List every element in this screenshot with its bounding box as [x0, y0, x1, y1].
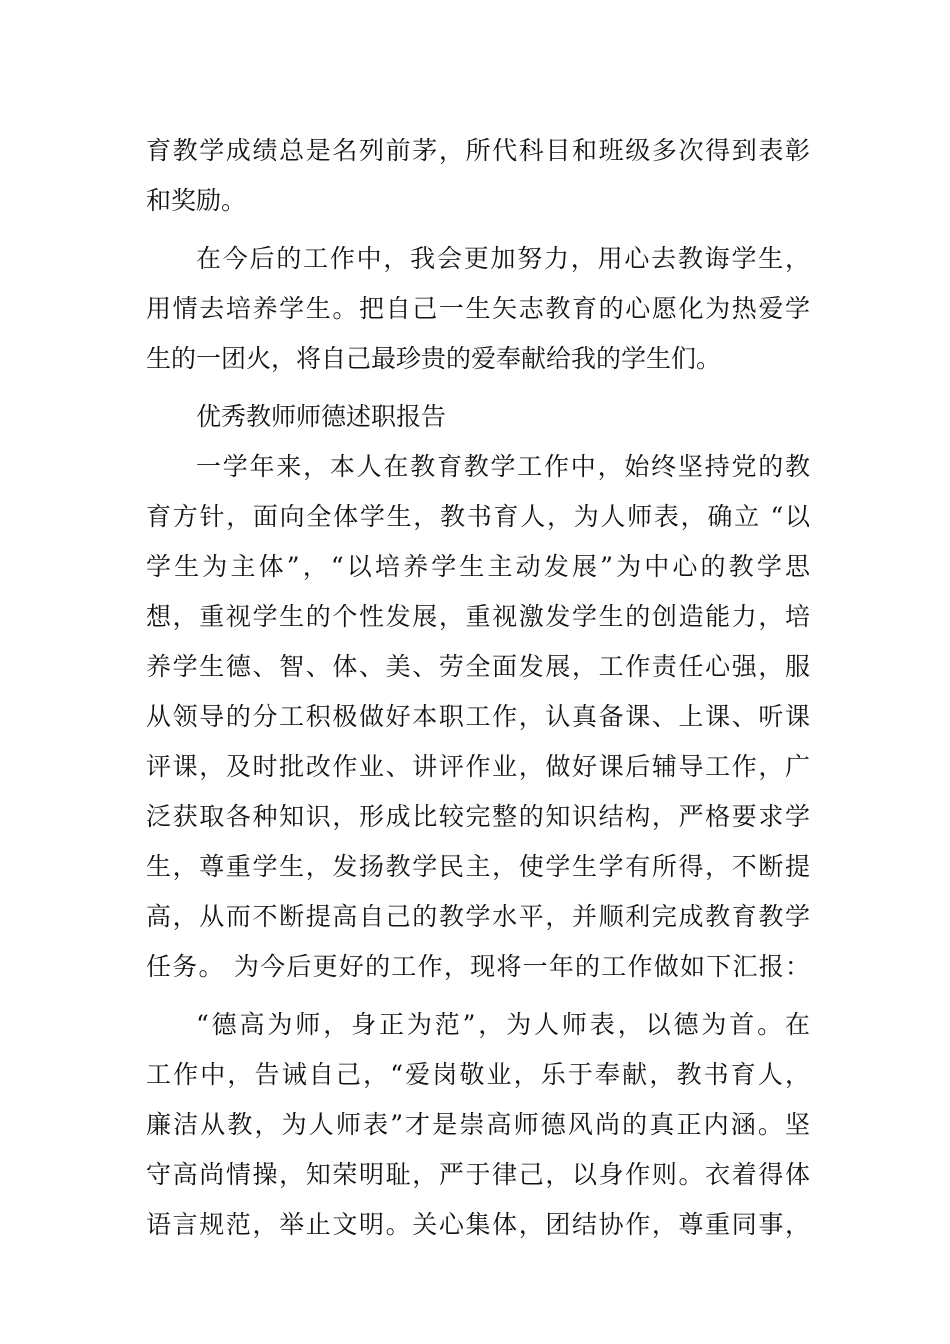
text-line: 和奖励。 [146, 186, 247, 215]
text-line: 育教学成绩总是名列前茅，所代科目和班级多次得到表彰 [146, 136, 810, 165]
text-line: “德高为师，身正为范”，为人师表，以德为首。在 [196, 1010, 810, 1039]
section-title [146, 392, 810, 442]
paragraph-year-review [146, 442, 810, 992]
text-line: 用情去培养学生。把自己一生矢志教育的心愿化为热爱学 [146, 294, 810, 323]
text-line: 泛获取各种知识，形成比较完整的知识结构，严格要求学 [146, 802, 810, 831]
text-line: 想，重视学生的个性发展，重视激发学生的创造能力，培 [146, 602, 810, 631]
text-line: 一学年来，本人在教育教学工作中，始终坚持党的教 [196, 452, 810, 481]
text-line: 养学生德、智、体、美、劳全面发展，工作责任心强，服 [146, 652, 810, 681]
text-line: 高，从而不断提高自己的教学水平，并顺利完成教育教学 [146, 902, 810, 931]
text-line: 学生为主体”，“以培养学生主动发展”为中心的教学思 [146, 552, 810, 581]
text-line: 语言规范，举止文明。关心集体，团结协作，尊重同事， [146, 1210, 810, 1239]
text-line: 生的一团火，将自己最珍贵的爱奉献给我的学生们。 [146, 344, 722, 373]
paragraph-ethics [146, 1000, 810, 1250]
text-line: 从领导的分工积极做好本职工作，认真备课、上课、听课 [146, 702, 810, 731]
text-line: 守高尚情操，知荣明耻，严于律己，以身作则。衣着得体 [146, 1160, 810, 1189]
text-line: 廉洁从教，为人师表”才是崇高师德风尚的真正内涵。坚 [146, 1110, 810, 1139]
text-line: 工作中，告诫自己，“爱岗敬业，乐于奉献，教书育人， [146, 1060, 810, 1089]
text-line: 育方针，面向全体学生，教书育人，为人师表，确立 “以 [146, 502, 810, 531]
section-title-text: 优秀教师师德述职报告 [196, 402, 447, 431]
text-line: 任务。 为今后更好的工作，现将一年的工作做如下汇报： [146, 952, 810, 981]
paragraph-future-work [146, 234, 810, 384]
text-line: 在今后的工作中，我会更加努力，用心去教诲学生， [196, 244, 810, 273]
paragraph-continuation [146, 126, 810, 226]
text-line: 评课，及时批改作业、讲评作业，做好课后辅导工作，广 [146, 752, 810, 781]
document-body [146, 126, 810, 1250]
text-line: 生，尊重学生，发扬教学民主，使学生学有所得，不断提 [146, 852, 810, 881]
